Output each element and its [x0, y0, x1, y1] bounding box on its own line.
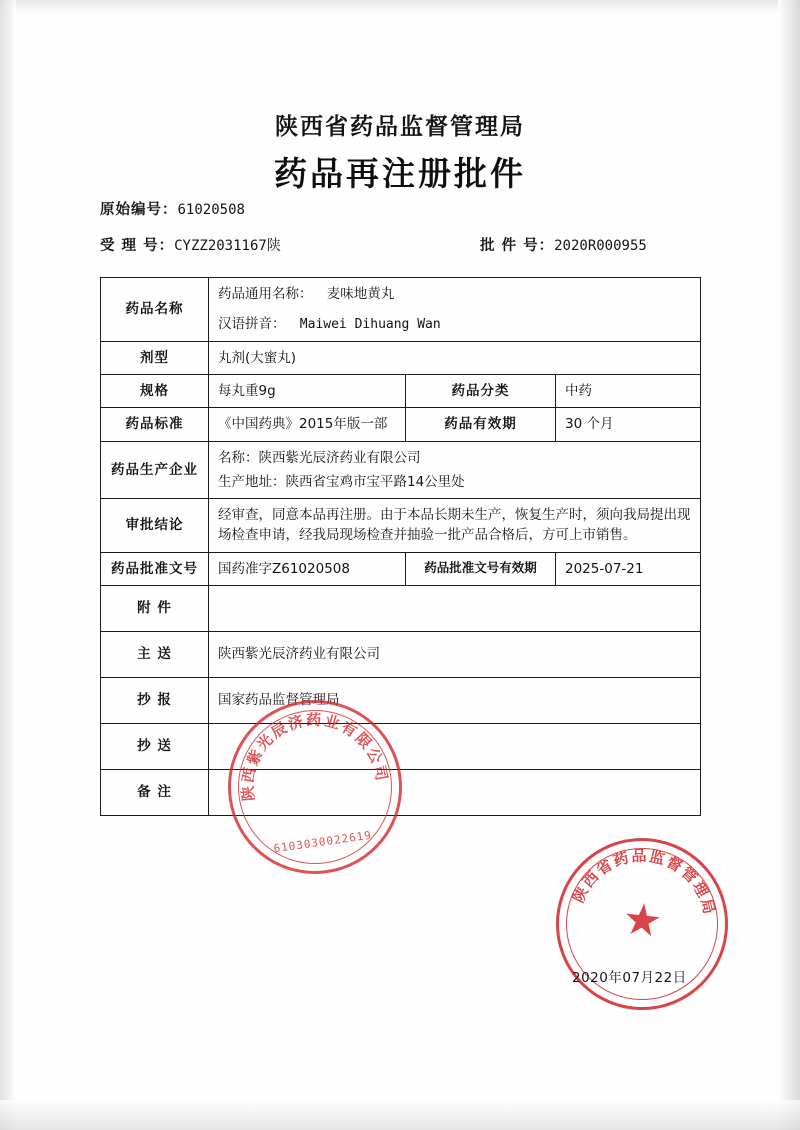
manufacturer-name-value: 陕西紫光辰济药业有限公司 [258, 449, 421, 466]
spec-value: 每丸重9g [209, 375, 406, 408]
validity-header: 药品有效期 [406, 408, 556, 441]
remark-header: 备 注 [101, 769, 209, 815]
approval-details-table [100, 277, 701, 816]
authority-seal-label: 陕西省药品监督管理局 [569, 846, 719, 918]
main-send-header: 主 送 [101, 631, 209, 677]
original-number-label: 原始编号： [100, 202, 178, 218]
drug-name-cell [209, 278, 701, 342]
copy-report-header: 抄 报 [101, 677, 209, 723]
approval-doc-header: 药品批准文号 [101, 552, 209, 585]
copy-send-header: 抄 送 [101, 723, 209, 769]
table-row-attachment [101, 585, 701, 631]
acceptance-number-label: 受 理 号： [100, 238, 175, 254]
approval-number-label: 批 件 号： [480, 238, 555, 254]
table-row-drug-name [101, 278, 701, 342]
attachment-header: 附 件 [101, 585, 209, 631]
pinyin-line [218, 314, 691, 335]
document-title: 药品再注册批件 [274, 154, 526, 193]
manufacturer-address-label: 生产地址： [218, 473, 286, 490]
copy-send-value [209, 723, 701, 769]
table-row-copy-send [101, 723, 701, 769]
pinyin-value: Maiwei Dihuang Wan [299, 317, 441, 333]
table-row-approval-doc [101, 552, 701, 585]
table-row-dosage-form [101, 341, 701, 374]
dosage-form-value: 丸剂(大蜜丸) [209, 341, 701, 374]
authority-seal-stamp [547, 829, 736, 1018]
table-row-conclusion [101, 499, 701, 553]
validity-value: 30 个月 [556, 408, 701, 441]
manufacturer-address-line [218, 472, 691, 492]
original-number-row [100, 198, 700, 219]
star-icon: ★ [620, 894, 665, 947]
svg-text:陕西省药品监督管理局 [569, 839, 725, 919]
manufacturer-header: 药品生产企业 [101, 441, 209, 499]
manufacturer-cell [209, 441, 701, 499]
acceptance-number-value: CYZZ2031167陕 [174, 238, 281, 254]
remark-value [209, 769, 701, 815]
drug-name-header: 药品名称 [101, 278, 209, 342]
approval-doc-validity-value: 2025-07-21 [556, 552, 701, 585]
standard-value: 《中国药典》2015年版一部 [209, 408, 406, 441]
company-seal-code: 6103030022619 [272, 828, 373, 856]
approval-doc-validity-header: 药品批准文号有效期 [406, 552, 556, 585]
original-number-value: 61020508 [177, 202, 245, 218]
company-seal-label: 陕西紫光辰济药业有限公司 [238, 710, 392, 802]
copy-report-value: 国家药品监督管理局 [209, 677, 701, 723]
table-row-copy-report [101, 677, 701, 723]
approval-number-value: 2020R000955 [554, 238, 647, 254]
signature-date: 2020年07月22日 [572, 970, 687, 986]
manufacturer-address-value: 陕西省宝鸡市宝平路14公里处 [285, 473, 465, 490]
generic-name-label: 药品通用名称： [218, 286, 313, 302]
approval-number-row [480, 234, 647, 255]
table-row-remark [101, 769, 701, 815]
standard-header: 药品标准 [101, 408, 209, 441]
table-row-standard [101, 408, 701, 441]
scan-edge-bottom [0, 1100, 800, 1130]
dosage-form-header: 剂型 [101, 341, 209, 374]
table-row-main-send [101, 631, 701, 677]
conclusion-value: 经审查，同意本品再注册。由于本品长期未生产，恢复生产时，须向我局提出现场检查申请，经我局现场检查并抽验一批产品合格后，方可上市销售。 [209, 499, 701, 553]
issuing-authority-title: 陕西省药品监督管理局 [275, 114, 525, 140]
category-header: 药品分类 [406, 375, 556, 408]
main-send-value: 陕西紫光辰济药业有限公司 [209, 631, 701, 677]
spec-header: 规格 [101, 375, 209, 408]
pinyin-label: 汉语拼音： [218, 316, 286, 333]
table-row-spec [101, 375, 701, 408]
manufacturer-name-line [218, 448, 691, 468]
conclusion-header: 审批结论 [101, 499, 209, 553]
generic-name-line [218, 284, 691, 304]
table-row-manufacturer [101, 441, 701, 499]
manufacturer-name-label: 名称： [218, 449, 259, 466]
authority-seal-arc-text [551, 833, 733, 1015]
approval-doc-value: 国药准字Z61020508 [209, 552, 406, 585]
scan-edge-top [0, 0, 800, 14]
acceptance-number-row [100, 234, 700, 255]
category-value: 中药 [556, 375, 701, 408]
generic-name-value: 麦味地黄丸 [326, 286, 395, 302]
attachment-value [209, 585, 701, 631]
